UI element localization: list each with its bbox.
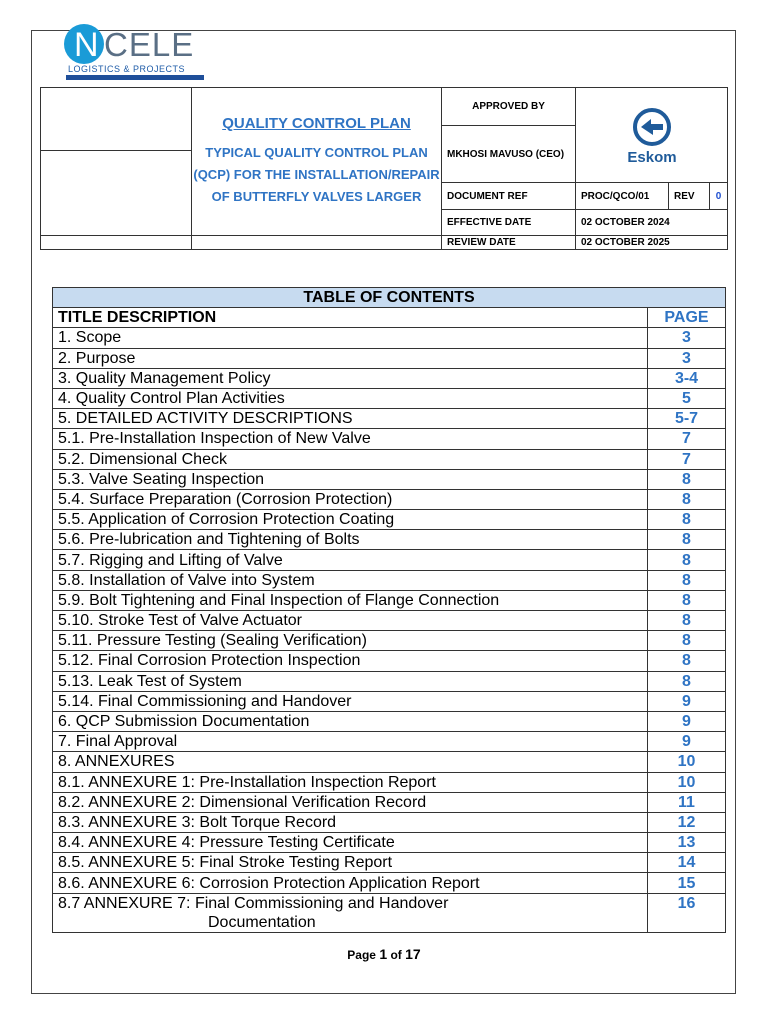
logo-motto-bar xyxy=(66,75,204,80)
toc-row[interactable] xyxy=(53,671,726,691)
toc-row[interactable] xyxy=(53,530,726,550)
toc-entry-page: 3 xyxy=(648,328,726,348)
toc-entry-title[interactable]: 5. DETAILED ACTIVITY DESCRIPTIONS xyxy=(53,409,648,429)
doc-ref-label: DOCUMENT REF xyxy=(442,183,576,210)
toc-row[interactable] xyxy=(53,449,726,469)
footer-of-word: of xyxy=(390,948,402,962)
header-blank-cell xyxy=(41,88,192,151)
toc-row[interactable] xyxy=(53,409,726,429)
toc-entry-title[interactable]: 8.4. ANNEXURE 4: Pressure Testing Certificate xyxy=(53,833,648,853)
toc-entry-title[interactable]: 5.4. Surface Preparation (Corrosion Protection) xyxy=(53,489,648,509)
toc-entry-page: 5 xyxy=(648,388,726,408)
toc-col-page: PAGE xyxy=(648,308,726,328)
toc-entry-title[interactable]: 5.5. Application of Corrosion Protection Coating xyxy=(53,510,648,530)
toc-entry-page: 8 xyxy=(648,510,726,530)
toc-entry-page: 8 xyxy=(648,651,726,671)
toc-entry-title[interactable] xyxy=(53,893,648,932)
toc-row[interactable] xyxy=(53,590,726,610)
toc-entry-line2: Documentation xyxy=(208,913,316,931)
toc-entry-title[interactable]: 8.1. ANNEXURE 1: Pre-Installation Inspection Report xyxy=(53,772,648,792)
toc-heading: TABLE OF CONTENTS xyxy=(53,288,726,308)
toc-row[interactable] xyxy=(53,489,726,509)
rev-label: REV xyxy=(669,183,710,210)
toc-entry-title[interactable]: 5.14. Final Commissioning and Handover xyxy=(53,691,648,711)
toc-entry-page: 10 xyxy=(648,772,726,792)
toc-entry-page: 10 xyxy=(648,752,726,772)
toc-row[interactable] xyxy=(53,469,726,489)
toc-row[interactable] xyxy=(53,792,726,812)
toc-entry-title[interactable]: 8.6. ANNEXURE 6: Corrosion Protection Application Report xyxy=(53,873,648,893)
toc-row[interactable] xyxy=(53,752,726,772)
toc-row[interactable] xyxy=(53,691,726,711)
toc-row[interactable] xyxy=(53,328,726,348)
review-date-value: 02 OCTOBER 2025 xyxy=(576,236,728,250)
toc-entry-title[interactable]: 8. ANNEXURES xyxy=(53,752,648,772)
toc-entry-title[interactable]: 5.10. Stroke Test of Valve Actuator xyxy=(53,611,648,631)
toc-entry-page: 5-7 xyxy=(648,409,726,429)
document-header-table xyxy=(40,87,728,250)
toc-entry-page: 13 xyxy=(648,833,726,853)
effective-date-value: 02 OCTOBER 2024 xyxy=(576,210,728,236)
toc-entry-title[interactable]: 2. Purpose xyxy=(53,348,648,368)
toc-entry-page: 8 xyxy=(648,469,726,489)
toc-row[interactable] xyxy=(53,651,726,671)
toc-row[interactable] xyxy=(53,550,726,570)
toc-entry-title[interactable]: 5.9. Bolt Tightening and Final Inspection of Flange Connection xyxy=(53,590,648,610)
toc-row[interactable] xyxy=(53,611,726,631)
toc-entry-title[interactable]: 8.2. ANNEXURE 2: Dimensional Verification Record xyxy=(53,792,648,812)
toc-row[interactable] xyxy=(53,510,726,530)
effective-date-label: EFFECTIVE DATE xyxy=(442,210,576,236)
client-logo-cell xyxy=(576,88,728,183)
toc-entry-title[interactable]: 7. Final Approval xyxy=(53,732,648,752)
toc-entry-title[interactable]: 4. Quality Control Plan Activities xyxy=(53,388,648,408)
toc-row[interactable] xyxy=(53,873,726,893)
toc-entry-title[interactable]: 5.8. Installation of Valve into System xyxy=(53,570,648,590)
qcp-title-cell-bottom xyxy=(192,236,442,250)
toc-entry-page: 8 xyxy=(648,631,726,651)
toc-entry-title[interactable]: 5.1. Pre-Installation Inspection of New Valve xyxy=(53,429,648,449)
eskom-icon xyxy=(617,100,687,170)
logo-name: CELE xyxy=(104,26,195,63)
toc-entry-page: 8 xyxy=(648,611,726,631)
toc-entry-page: 8 xyxy=(648,530,726,550)
toc-row[interactable] xyxy=(53,812,726,832)
toc-entry-page: 3 xyxy=(648,348,726,368)
toc-entry-page: 8 xyxy=(648,570,726,590)
table-of-contents xyxy=(52,287,726,933)
toc-row[interactable] xyxy=(53,348,726,368)
toc-entry-page: 9 xyxy=(648,711,726,731)
toc-entry-page: 11 xyxy=(648,792,726,812)
toc-row[interactable] xyxy=(53,429,726,449)
company-logo xyxy=(62,24,212,82)
approved-by-label: APPROVED BY xyxy=(442,88,576,126)
toc-row[interactable] xyxy=(53,893,726,932)
toc-row[interactable] xyxy=(53,570,726,590)
toc-entry-title[interactable]: 8.5. ANNEXURE 5: Final Stroke Testing Report xyxy=(53,853,648,873)
toc-entry-page: 8 xyxy=(648,671,726,691)
toc-entry-page: 7 xyxy=(648,449,726,469)
logo-letter: N xyxy=(74,26,99,64)
toc-entry-title[interactable]: 5.3. Valve Seating Inspection xyxy=(53,469,648,489)
footer-total-pages: 17 xyxy=(405,946,421,962)
toc-row[interactable] xyxy=(53,853,726,873)
toc-entry-page: 15 xyxy=(648,873,726,893)
toc-entry-page: 8 xyxy=(648,550,726,570)
toc-entry-title[interactable]: 5.7. Rigging and Lifting of Valve xyxy=(53,550,648,570)
footer-page-word: Page xyxy=(347,948,376,962)
toc-row[interactable] xyxy=(53,631,726,651)
toc-entry-page: 7 xyxy=(648,429,726,449)
toc-entry-page: 16 xyxy=(648,893,726,932)
toc-entry-page: 8 xyxy=(648,489,726,509)
eskom-logo-text: Eskom xyxy=(626,149,677,166)
toc-entry-title[interactable]: 1. Scope xyxy=(53,328,648,348)
logo-tagline: LOGISTICS & PROJECTS xyxy=(68,64,186,74)
toc-row[interactable] xyxy=(53,388,726,408)
toc-entry-title[interactable]: 5.6. Pre-lubrication and Tightening of Bolts xyxy=(53,530,648,550)
header-blank-cell-lower xyxy=(41,151,192,236)
doc-ref-value: PROC/QCO/01 xyxy=(576,183,669,210)
toc-row[interactable] xyxy=(53,732,726,752)
review-date-label: REVIEW DATE xyxy=(442,236,576,250)
approver-name: MKHOSI MAVUSO (CEO) xyxy=(442,126,576,183)
toc-row[interactable] xyxy=(53,772,726,792)
qcp-title: QUALITY CONTROL PLAN xyxy=(222,115,411,132)
toc-entry-title[interactable]: 5.2. Dimensional Check xyxy=(53,449,648,469)
toc-entry-page: 8 xyxy=(648,590,726,610)
qcp-subtitle: TYPICAL QUALITY CONTROL PLAN (QCP) FOR THE INSTALLATION/REPAIR OF BUTTERFLY VALVES LARGER xyxy=(193,145,440,204)
toc-col-title: TITLE DESCRIPTION xyxy=(53,308,648,328)
toc-entry-page: 9 xyxy=(648,691,726,711)
qcp-title-cell xyxy=(192,88,442,236)
toc-entry-page: 14 xyxy=(648,853,726,873)
toc-entry-title[interactable]: 5.12. Final Corrosion Protection Inspection xyxy=(53,651,648,671)
toc-row[interactable] xyxy=(53,711,726,731)
toc-entry-page: 3-4 xyxy=(648,368,726,388)
toc-entry-title[interactable]: 8.3. ANNEXURE 3: Bolt Torque Record xyxy=(53,812,648,832)
toc-entry-title[interactable]: 5.11. Pressure Testing (Sealing Verification) xyxy=(53,631,648,651)
toc-entry-title[interactable]: 5.13. Leak Test of System xyxy=(53,671,648,691)
rev-value: 0 xyxy=(710,183,728,210)
header-blank-cell-bottom xyxy=(41,236,192,250)
toc-entry-title[interactable]: 6. QCP Submission Documentation xyxy=(53,711,648,731)
toc-entry-title[interactable]: 3. Quality Management Policy xyxy=(53,368,648,388)
page-footer xyxy=(0,946,768,962)
toc-entry-page: 9 xyxy=(648,732,726,752)
toc-row[interactable] xyxy=(53,833,726,853)
toc-entry-page: 12 xyxy=(648,812,726,832)
eskom-logo xyxy=(617,100,687,170)
footer-current-page: 1 xyxy=(379,946,388,962)
toc-entry-line1: 8.7 ANNEXURE 7: Final Commissioning and Handover xyxy=(58,894,449,912)
toc-row[interactable] xyxy=(53,368,726,388)
